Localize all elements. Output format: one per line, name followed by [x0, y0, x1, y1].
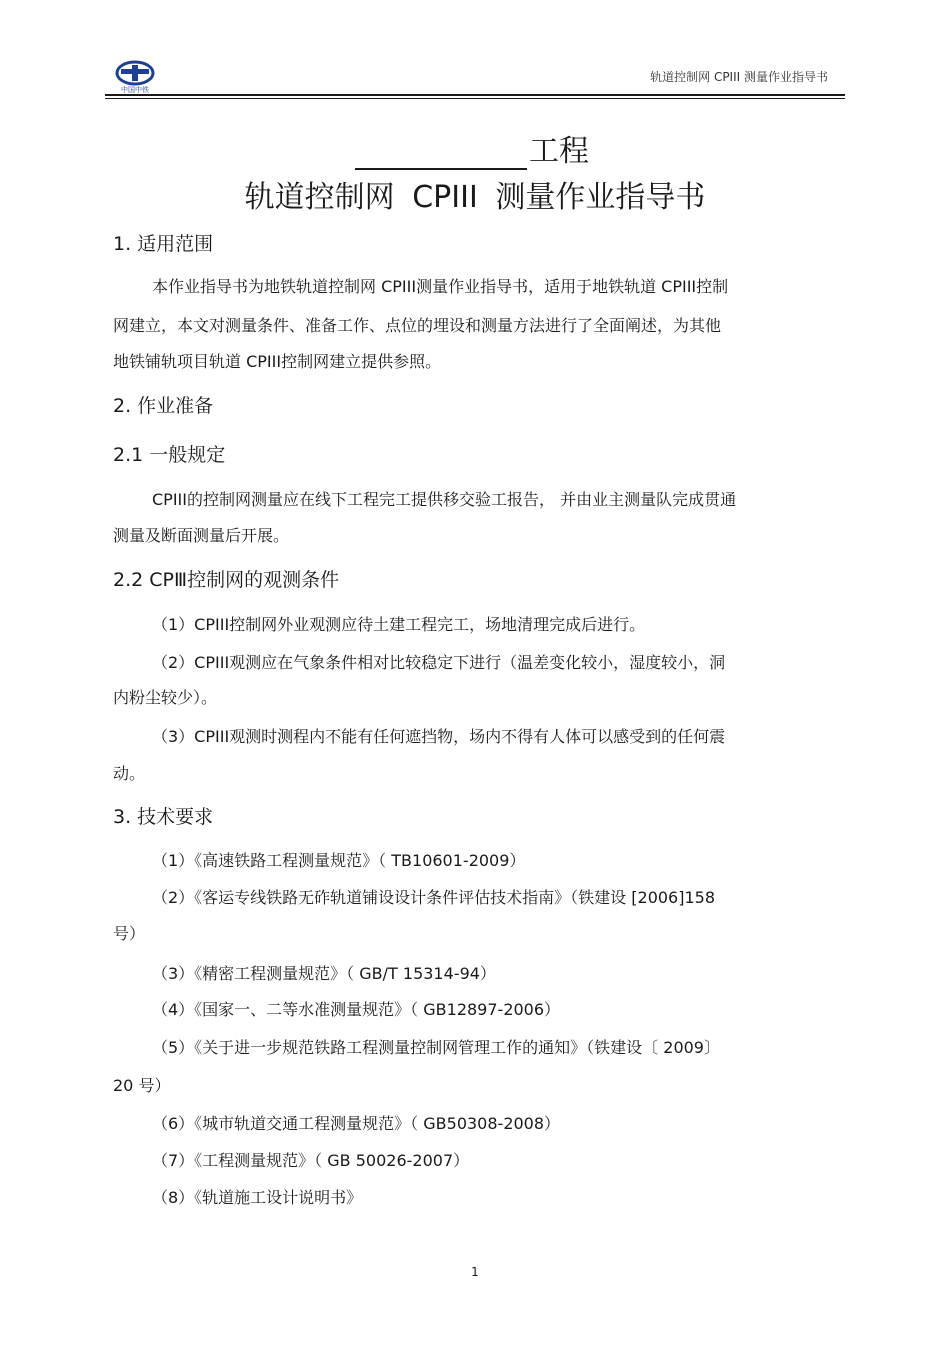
- paragraph-line: CPIII的控制网测量应在线下工程完工提供移交验工报告， 并由业主测量队完成贯通: [152, 490, 737, 509]
- title-blank-line: [355, 140, 527, 170]
- document-title-line1: [355, 126, 589, 170]
- list-item-continuation: 动。: [113, 764, 146, 783]
- reference-item: （3）《精密工程测量规范》（ GB/T 15314-94）: [152, 964, 496, 983]
- document-title-line2: 轨道控制网 CPIII 测量作业指导书: [244, 180, 706, 215]
- list-item: （1）CPIII控制网外业观测应待土建工程完工，场地清理完成后进行。: [152, 615, 646, 634]
- reference-item: （2）《客运专线铁路无砟轨道铺设设计条件评估技术指南》（铁建设 [2006]158: [152, 888, 716, 907]
- section-2-heading: 2. 作业准备: [113, 395, 214, 417]
- section-2-2-heading: 2.2 CPⅢ控制网的观测条件: [113, 569, 340, 591]
- header-rule: [105, 94, 845, 96]
- title-suffix: 工程: [529, 134, 589, 169]
- reference-item: （5）《关于进一步规范铁路工程测量控制网管理工作的通知》（铁建设〔 2009〕: [152, 1038, 720, 1057]
- reference-item: （8）《轨道施工设计说明书》: [152, 1188, 363, 1207]
- paragraph-line: 网建立，本文对测量条件、准备工作、点位的埋设和测量方法进行了全面阐述，为其他: [113, 316, 722, 335]
- reference-item: （6）《城市轨道交通工程测量规范》（ GB50308-2008）: [152, 1114, 561, 1133]
- list-item: （2）CPIII观测应在气象条件相对比较稳定下进行（温差变化较小，湿度较小，洞: [152, 653, 726, 672]
- header-rule-thin: [105, 98, 845, 99]
- company-logo: [112, 60, 158, 94]
- reference-item-continuation: 号）: [113, 924, 146, 943]
- logo-text: 中国中铁: [121, 86, 149, 94]
- paragraph-line: 本作业指导书为地铁轨道控制网 CPIII测量作业指导书，适用于地铁轨道 CPIII控制: [152, 277, 729, 296]
- reference-item: （4）《国家一、二等水准测量规范》（ GB12897-2006）: [152, 1000, 561, 1019]
- section-2-1-heading: 2.1 一般规定: [113, 444, 226, 466]
- page-number: 1: [471, 1265, 479, 1279]
- list-item-continuation: 内粉尘较少）。: [113, 688, 218, 707]
- paragraph-line: 测量及断面测量后开展。: [113, 526, 290, 545]
- reference-item: （7）《工程测量规范》（ GB 50026-2007）: [152, 1151, 470, 1170]
- running-title: 轨道控制网 CPIII 测量作业指导书: [650, 70, 828, 84]
- section-1-heading: 1. 适用范围: [113, 233, 214, 255]
- section-3-heading: 3. 技术要求: [113, 806, 214, 828]
- reference-item: （1）《高速铁路工程测量规范》（ TB10601-2009）: [152, 851, 526, 870]
- paragraph-line: 地铁铺轨项目轨道 CPIII控制网建立提供参照。: [113, 352, 442, 371]
- list-item: （3）CPIII观测时测程内不能有任何遮挡物，场内不得有人体可以感受到的任何震: [152, 727, 726, 746]
- reference-item-continuation: 20 号）: [113, 1076, 171, 1095]
